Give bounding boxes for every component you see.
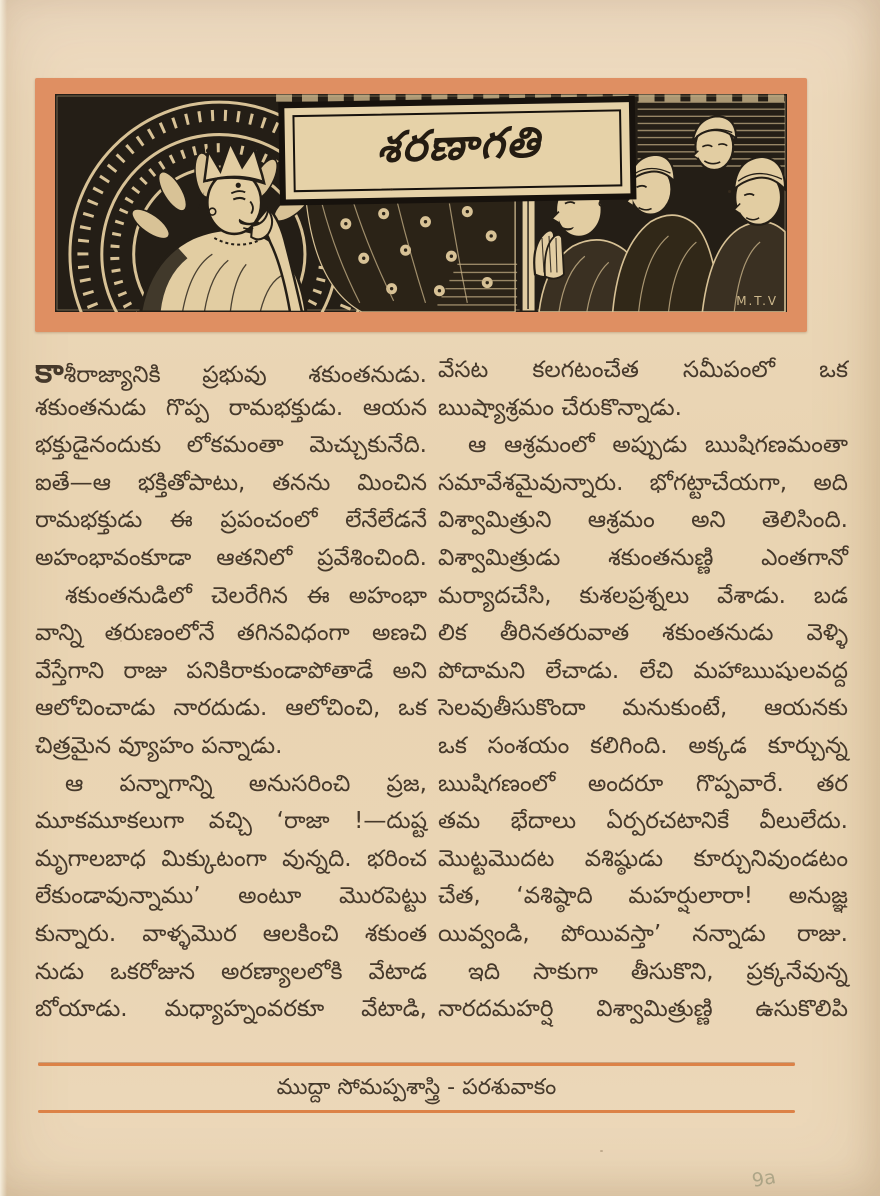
story-line: సమావేశమైవున్నారు. భోగట్టాచేయగా, అది (438, 469, 848, 496)
story-line: నారదమహర్షి విశ్వామిత్రుణ్ణి ఉసుకొలిపి (438, 996, 848, 1023)
story-line: ఒక సంశయం కలిగింది. అక్కడ కూర్చున్న (438, 732, 848, 759)
story-line: అహంభావంకూడా ఆతనిలో ప్రవేశించింది. (35, 544, 427, 571)
story-line: ఆ పన్నాగాన్ని అనుసరించి ప్రజ, (65, 770, 427, 797)
paper-speck (390, 188, 393, 191)
story-line: లిక తీరినతరువాత శకుంతనుడు వెళ్ళి (438, 620, 848, 647)
story-line: మూకమూకలుగా వచ్చి ‘రాజా !—దుష్ట (35, 808, 427, 835)
artist-signature-text: M.T.V (736, 293, 779, 308)
paper-speck (728, 190, 731, 193)
footer-rule-bottom (38, 1110, 795, 1113)
story-line: వేసట కలగటంచేత సమీపంలో ఒక (438, 357, 848, 383)
story-line: ఐతే—ఆ భక్తితోపాటు, తనను మించిన (35, 469, 427, 496)
story-illustration (55, 94, 787, 312)
story-line: పోదామని లేచాడు. లేచి మహాఋషులవద్ద (438, 657, 848, 684)
story-line: తమ భేదాలు ఏర్పరచటానికే వీలులేదు. (438, 808, 848, 835)
story-line: మొట్టమొదట వశిష్ఠుడు కూర్చునివుండటం (438, 845, 848, 872)
story-line: ఋషిగణంలో అందరూ గొప్పవారే. తర (438, 770, 848, 797)
story-line: ఆ ఆశ్రమంలో అప్పుడు ఋషిగణమంతా (468, 432, 848, 459)
story-right-column (438, 352, 848, 1029)
story-line: శకుంతనుడిలో చెలరేగిన ఈ అహంభా (65, 582, 427, 609)
story-line: శకుంతనుడు గొప్ప రామభక్తుడు. ఆయన (35, 394, 427, 421)
story-line: కాశీరాజ్యానికి ప్రభువు శకుంతనుడు. (35, 351, 427, 390)
paper-speck (600, 1150, 603, 1152)
drop-cap: కా (35, 351, 64, 390)
story-line: వాన్ని తరుణంలోనే తగినవిధంగా అణచి (35, 620, 427, 647)
paper-speck (120, 640, 122, 642)
story-line: ఆలోచించాడు నారదుడు. ఆలోచించి, ఒక (35, 695, 427, 722)
story-line: విశ్వామిత్రుడు శకుంతనుణ్ణి ఎంతగానో (438, 544, 848, 571)
story-line: నుడు ఒకరోజున అరణ్యాలలోకి వేటాడ (35, 958, 427, 985)
story-line: సెలవుతీసుకొందా మనుకుంటే, ఆయనకు (438, 695, 848, 722)
story-line: లేకుండావున్నాము’ అంటూ మొరపెట్టు (35, 883, 427, 910)
footer-byline: ముద్దా సోమప్పశాస్త్రి - పరశువాకం (276, 1075, 557, 1100)
footer-rule-top (38, 1063, 795, 1066)
story-title: శరణాగతి (375, 117, 542, 172)
story-line: మర్యాదచేసి, కుశలప్రశ్నలు వేశాడు. బడ (438, 582, 848, 609)
story-line: ఋష్యాశ్రమం చేరుకొన్నాడు. (438, 394, 682, 421)
story-line: బోయాడు. మధ్యాహ్నంవరకూ వేటాడి, (35, 996, 427, 1023)
story-line: రామభక్తుడు ఈ ప్రపంచంలో లేనేలేడనే (35, 507, 427, 534)
story-illustration-frame (35, 78, 807, 332)
corner-smudge: 9a (750, 1166, 778, 1192)
story-line: ఇది సాకుగా తీసుకొని, ప్రక్కనేవున్న (468, 958, 848, 985)
story-line: భక్తుడైనందుకు లోకమంతా మెచ్చుకునేది. (35, 432, 427, 459)
story-line: చేత, ‘వశిష్ఠాది మహర్షులారా! అనుజ్ఞ (438, 883, 848, 910)
story-line: వేస్తేగాని రాజు పనికిరాకుండాపోతాడే అని (35, 657, 427, 684)
story-line: చిత్రమైన వ్యూహం పన్నాడు. (35, 732, 283, 759)
story-line: యివ్వండి, పోయివస్తా’ నన్నాడు రాజు. (438, 920, 848, 947)
story-left-column (35, 352, 427, 1029)
story-line: విశ్వామిత్రుని ఆశ్రమం అని తెలిసింది. (438, 507, 848, 534)
story-line: కున్నారు. వాళ్ళమొర ఆలకించి శకుంత (35, 920, 427, 947)
story-line: మృగాలబాధ మిక్కుటంగా వున్నది. భరించ (35, 845, 427, 872)
page-edge-highlight (0, 0, 7, 1196)
